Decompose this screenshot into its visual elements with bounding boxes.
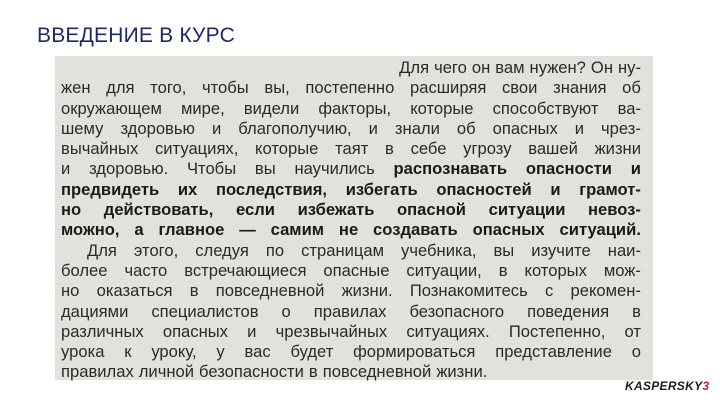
text-word: специалистов: [151, 301, 259, 321]
text-word: оказаться: [96, 281, 173, 301]
text-word: постепенно: [305, 78, 395, 98]
text-word: избежать: [297, 200, 375, 220]
text-line: [61, 220, 641, 240]
text-line: [61, 159, 641, 179]
kaspersky-logo: [625, 379, 709, 393]
text-word: здоровью: [120, 118, 195, 138]
text-word: того,: [150, 78, 187, 98]
text-word: в: [308, 362, 318, 382]
text-word: избегать: [345, 179, 418, 199]
text-word: вашей: [528, 139, 578, 159]
text-word: расширяя: [409, 78, 487, 98]
text-word: вы: [493, 240, 515, 260]
text-line: [61, 261, 641, 281]
text-line: [61, 99, 641, 119]
text-word: вы,: [264, 78, 290, 98]
text-word: невоз-: [588, 200, 641, 220]
text-word: ситуации,: [406, 260, 482, 280]
text-word: и: [247, 321, 257, 341]
text-word: ситуациях.: [406, 321, 490, 341]
text-word: главное: [158, 220, 225, 240]
text-word: мире,: [181, 98, 225, 118]
text-word: о: [631, 342, 641, 362]
text-word: этого,: [133, 240, 179, 260]
text-word: чрез-: [601, 118, 641, 138]
text-word: —: [239, 220, 256, 240]
text-word: следуя: [195, 240, 249, 260]
text-word: но: [61, 200, 82, 220]
text-line: [61, 119, 641, 139]
text-word: окружающем: [61, 98, 162, 118]
text-word: наи-: [607, 240, 641, 260]
text-word: жизни.: [341, 281, 393, 301]
text-word: поведения: [527, 301, 610, 321]
text-word: угрозу: [463, 139, 512, 159]
text-word: факторы,: [318, 98, 392, 118]
text-word: более: [61, 260, 108, 280]
text-word: опасностей: [436, 179, 532, 199]
text-word: жизни: [594, 139, 641, 159]
text-word: формироваться: [353, 342, 476, 362]
text-word: в: [632, 301, 641, 321]
text-word: о: [281, 301, 291, 321]
text-word: учебника,: [401, 240, 477, 260]
text-word: ситуациях,: [154, 139, 239, 159]
text-word: различных: [61, 321, 144, 341]
text-line: [61, 139, 641, 159]
text-line: [61, 281, 641, 301]
text-word: в: [189, 281, 199, 301]
text-word: опасных: [162, 321, 228, 341]
text-line: [61, 180, 641, 200]
text-word: научились: [294, 159, 375, 179]
textbook-text: [61, 58, 641, 383]
kaspersky-logo-text: KASPERSKY: [625, 379, 703, 393]
text-word: жизни.: [436, 362, 488, 382]
text-line: [61, 200, 641, 220]
text-word: представление: [495, 342, 612, 362]
text-word: чрезвычайных: [275, 321, 388, 341]
text-word: рекомен-: [570, 281, 641, 301]
text-word: изучите: [531, 240, 591, 260]
text-word: безопасности: [199, 362, 304, 382]
text-word: и: [574, 118, 585, 138]
text-word: их: [177, 179, 198, 199]
text-word: нужен?: [529, 58, 586, 77]
text-word: вы: [254, 159, 276, 179]
text-word: об: [622, 78, 641, 98]
text-line: [61, 322, 641, 342]
text-word: безопасного: [409, 301, 505, 321]
text-word: правилах: [61, 362, 134, 382]
text-word: последствия,: [215, 179, 328, 199]
text-word: здоровью.: [89, 159, 169, 179]
text-word: Познакомитесь: [409, 281, 528, 301]
slide-title: ВВЕДЕНИЕ В КУРС: [37, 24, 235, 47]
text-word: в: [498, 260, 508, 280]
text-word: опасной: [397, 200, 466, 220]
text-word: он: [471, 58, 491, 77]
text-word: дациями: [61, 301, 129, 321]
text-word: распознавать: [393, 159, 508, 179]
text-word: мож-: [603, 260, 641, 280]
text-word: и: [550, 179, 561, 199]
text-word: от: [624, 321, 641, 341]
text-word: вычайных: [61, 139, 139, 159]
text-line: [61, 342, 641, 362]
text-word: к: [124, 342, 132, 362]
text-word: ситуаций.: [559, 220, 641, 240]
text-word: вам: [495, 58, 525, 77]
text-word: опасных: [492, 118, 558, 138]
text-word: знали: [394, 118, 440, 138]
text-word: Он: [590, 58, 613, 77]
text-word: опасности: [525, 159, 613, 179]
text-word: с: [544, 281, 554, 301]
text-word: повседневной: [215, 281, 325, 301]
text-line: [61, 241, 641, 261]
text-word: урока: [61, 342, 105, 362]
text-word: для: [106, 78, 135, 98]
text-word: страницам: [301, 240, 385, 260]
text-word: опасные: [323, 260, 390, 280]
text-word: Для: [87, 240, 117, 260]
text-word: которые: [410, 98, 474, 118]
text-word: жен: [61, 78, 91, 98]
text-word: ну-: [618, 58, 641, 77]
text-word: Для: [399, 58, 430, 77]
text-word: правилах: [313, 301, 387, 321]
text-word: и: [61, 159, 71, 179]
text-word: и: [368, 118, 378, 138]
kaspersky-logo-mark: 3: [702, 379, 710, 393]
text-word: шему: [61, 118, 104, 138]
text-word: благополучию,: [238, 118, 352, 138]
text-word: и: [630, 159, 641, 179]
text-word: свои: [502, 78, 538, 98]
text-word: ва-: [617, 98, 641, 118]
text-word: создавать: [373, 220, 458, 240]
text-word: повседневной: [322, 362, 432, 382]
text-word: будет: [290, 342, 334, 362]
text-word: предвидеть: [61, 179, 160, 199]
text-word: чтобы: [202, 78, 249, 98]
text-word: по: [265, 240, 285, 260]
text-word: и: [211, 118, 222, 138]
text-word: личной: [138, 362, 195, 382]
text-word: чего: [434, 58, 467, 77]
text-line: [61, 302, 641, 322]
text-word: не: [338, 220, 359, 240]
text-word: об: [456, 118, 476, 138]
text-word: самим: [270, 220, 325, 240]
text-line: [61, 78, 641, 98]
text-word: встречающиеся: [184, 260, 307, 280]
text-word: ситуации: [488, 200, 566, 220]
text-word: если: [235, 200, 275, 220]
text-line: [61, 362, 641, 382]
text-word: а: [134, 220, 144, 240]
text-word: но: [61, 281, 80, 301]
text-word: часто: [124, 260, 168, 280]
text-word: вас: [244, 342, 271, 362]
text-word: в: [385, 139, 394, 159]
text-word: грамот-: [579, 179, 641, 199]
text-word: можно,: [61, 220, 120, 240]
text-word: способствуют: [492, 98, 599, 118]
text-word: видели: [243, 98, 300, 118]
text-word: уроку,: [151, 342, 197, 362]
text-word: опасных: [472, 220, 545, 240]
text-word: которых: [524, 260, 587, 280]
text-word: знания: [553, 78, 607, 98]
text-line: [61, 58, 641, 78]
text-word: Постепенно,: [508, 321, 606, 341]
text-word: себе: [410, 139, 447, 159]
text-word: таят: [335, 139, 369, 159]
text-word: у: [216, 342, 225, 362]
text-word: которые: [255, 139, 319, 159]
text-word: Чтобы: [186, 159, 237, 179]
text-word: действовать,: [103, 200, 214, 220]
